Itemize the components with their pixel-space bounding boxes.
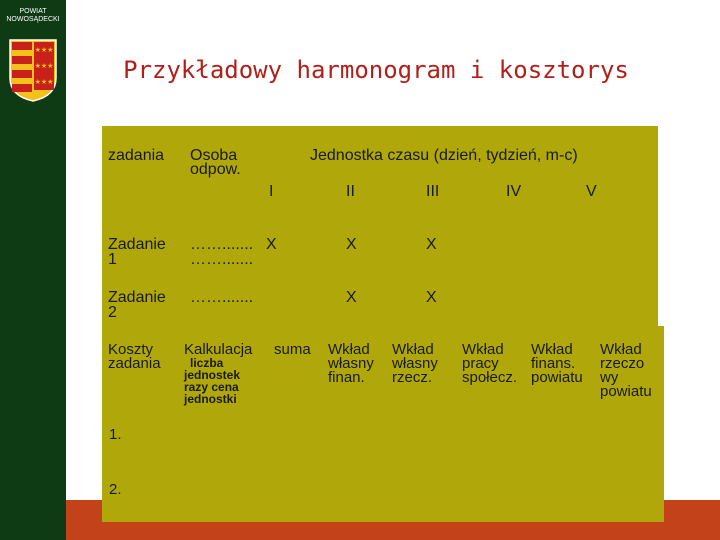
task-2-person: …….......: [190, 289, 254, 306]
task-1-person-line-1: …….......: [190, 236, 254, 253]
period-4: IV: [506, 183, 522, 200]
social-work-line-2: pracy: [462, 355, 499, 372]
logo-line-2: NOWOSĄDECKI: [6, 16, 60, 23]
task-1-label-line-2: 1: [108, 251, 117, 268]
costs-header-line-2: zadania: [108, 355, 161, 372]
period-1: I: [269, 183, 274, 200]
own-financial-line-2: własny: [328, 355, 374, 372]
sidebar: [0, 0, 66, 540]
social-work-line-3: społecz.: [462, 369, 518, 386]
header-person-line-1: Osoba: [190, 147, 238, 164]
period-3: III: [426, 183, 440, 200]
own-material-line-2: własny: [392, 355, 438, 372]
own-financial-line-3: finan.: [328, 369, 365, 386]
coat-of-arms-icon: [8, 38, 58, 102]
sum-header: suma: [274, 341, 311, 358]
header-person-line-2: odpow.: [190, 161, 241, 178]
task-1-label-line-1: Zadanie: [108, 236, 166, 253]
calculation-desc-line-2: jednostek: [184, 368, 241, 382]
calculation-desc-line-4: jednostki: [184, 392, 237, 406]
task-1-person-line-2: …….......: [190, 251, 254, 268]
svg-text:★★★: ★★★: [34, 78, 54, 86]
county-material-line-1: Wkład: [600, 341, 642, 358]
county-financial-line-3: powiatu: [531, 369, 583, 386]
task-2-mark-2: X: [426, 289, 437, 306]
own-material-line-3: rzecz.: [392, 369, 433, 386]
svg-text:★★★: ★★★: [34, 62, 54, 70]
period-2: II: [346, 183, 355, 200]
task-2-label-line-2: 2: [108, 304, 117, 321]
logo-line-1: POWIAT: [19, 8, 47, 15]
logo-text: [2, 8, 64, 24]
period-5: V: [586, 183, 597, 200]
slide-title: Przykładowy harmonogram i kosztorys: [123, 56, 629, 84]
social-work-line-1: Wkład: [462, 341, 504, 358]
county-financial-line-1: Wkład: [531, 341, 573, 358]
task-2-mark-1: X: [346, 289, 357, 306]
county-material-line-4: powiatu: [600, 383, 652, 400]
calculation-desc-line-1: liczba: [190, 356, 224, 370]
svg-text:★★★: ★★★: [34, 46, 54, 54]
task-2-label-line-1: Zadanie: [108, 289, 166, 306]
county-material-line-3: wy: [600, 369, 619, 386]
cost-item-2: 2.: [109, 481, 122, 498]
task-1-mark-2: X: [346, 236, 357, 253]
own-financial-line-1: Wkład: [328, 341, 370, 358]
county-material-line-2: rzeczo: [600, 355, 645, 372]
costs-header-line-1: Koszty: [108, 341, 154, 358]
header-tasks: zadania: [108, 147, 165, 164]
own-material-line-1: Wkład: [392, 341, 434, 358]
cost-item-1: 1.: [109, 426, 122, 443]
calculation-header: Kalkulacja: [184, 341, 253, 358]
calculation-desc-line-3: razy cena: [184, 380, 239, 394]
header-time-unit: Jednostka czasu (dzień, tydzień, m-c): [310, 147, 578, 164]
task-1-mark-3: X: [426, 236, 437, 253]
county-financial-line-2: finans.: [531, 355, 576, 372]
task-1-mark-1: X: [266, 236, 277, 253]
